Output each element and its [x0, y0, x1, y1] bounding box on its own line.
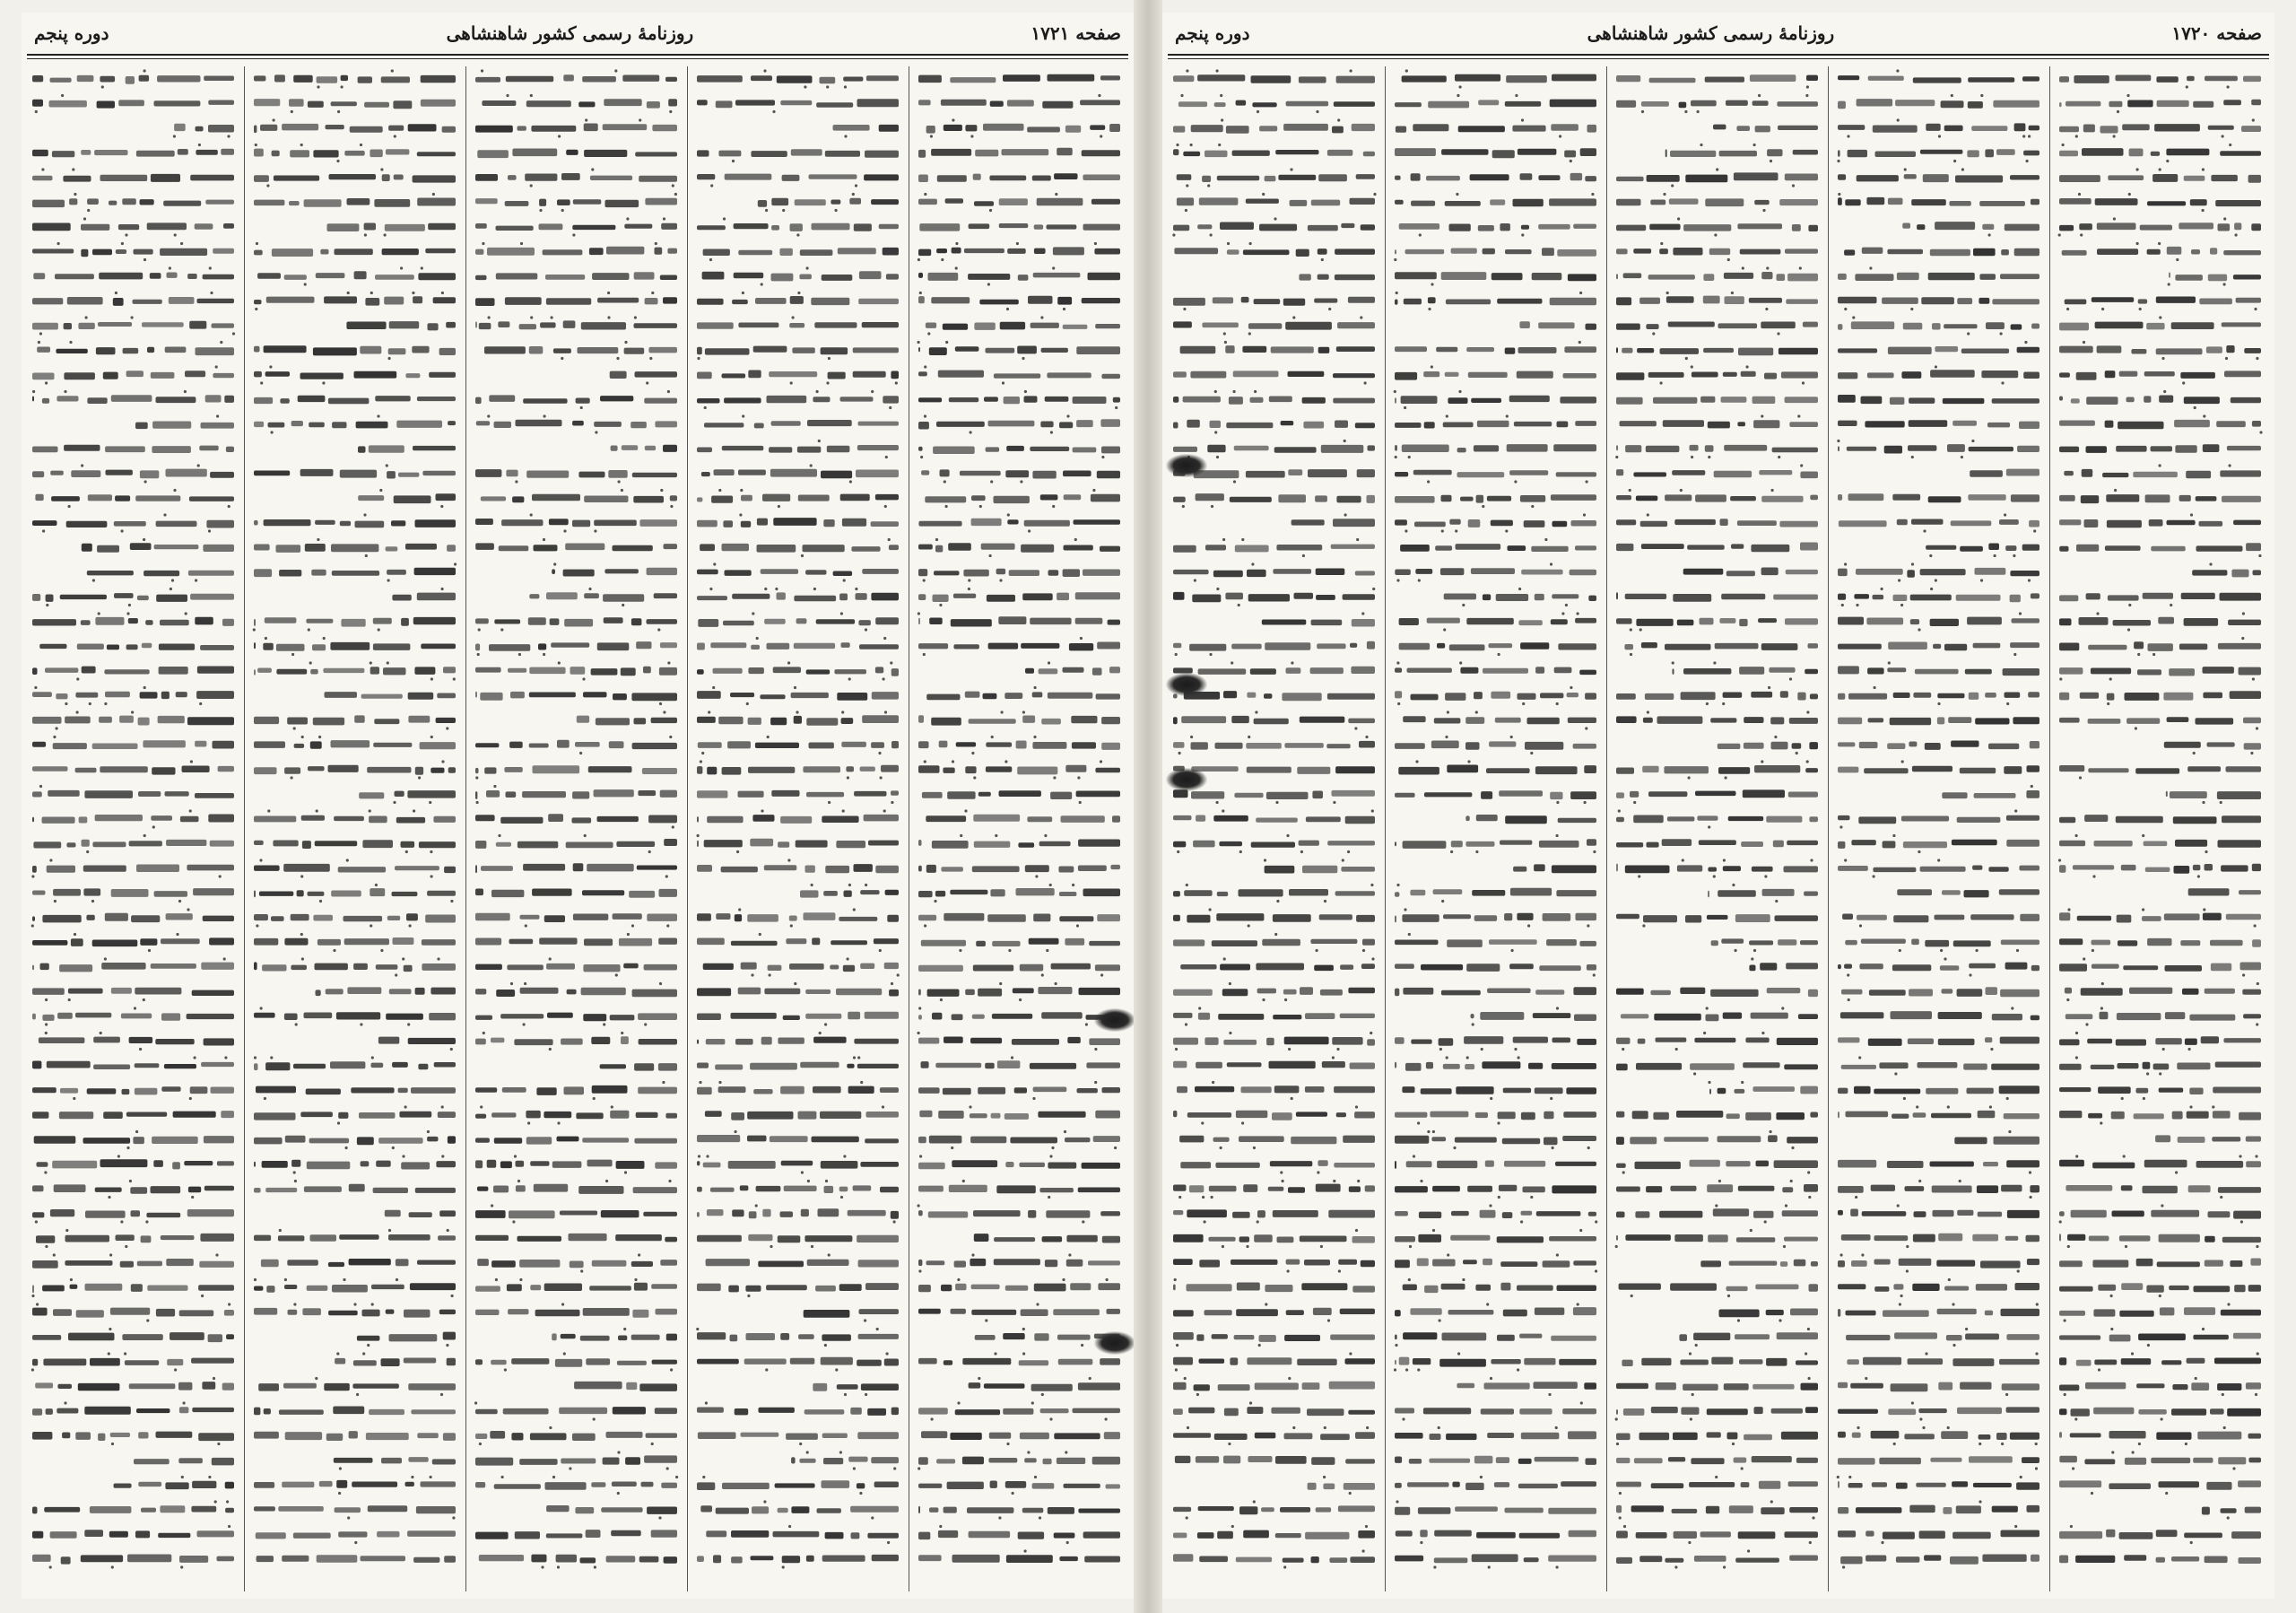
ink-smudge [1094, 1008, 1135, 1032]
left-page-volume: دوره پنجم [34, 22, 109, 44]
left-column-5 [915, 66, 1124, 1591]
left-column-1 [29, 66, 238, 1591]
right-column-1-text-lines [1170, 66, 1378, 1591]
left-column-divider [244, 66, 245, 1591]
left-page-number: صفحه ۱۷۲۱ [1031, 22, 1121, 44]
left-column-divider [687, 66, 688, 1591]
left-column-4-text-lines [693, 66, 902, 1591]
right-column-5 [2056, 66, 2265, 1591]
right-column-divider [2049, 66, 2050, 1591]
right-column-2 [1391, 66, 1600, 1591]
ink-smudge [1166, 768, 1207, 791]
right-page-header [1162, 13, 2274, 54]
right-header-rule-thin [1168, 58, 2269, 59]
left-column-2 [250, 66, 459, 1591]
right-column-2-text-lines [1391, 66, 1600, 1591]
right-column-4-text-lines [1834, 66, 2043, 1591]
right-column-divider [1828, 66, 1829, 1591]
left-page-masthead: روزنامهٔ رسمی کشور شاهنشاهی [446, 22, 694, 44]
left-column-3-text-lines [472, 66, 681, 1591]
right-column-5-text-lines [2056, 66, 2265, 1591]
left-column-5-text-lines [915, 66, 1124, 1591]
right-header-rule [1168, 54, 2269, 56]
ink-smudge [1166, 673, 1207, 696]
left-page [22, 13, 1134, 1599]
right-column-divider [1606, 66, 1607, 1591]
left-column-4 [693, 66, 902, 1591]
left-header-rule [27, 54, 1128, 56]
left-column-divider [465, 66, 466, 1591]
left-header-rule-thin [27, 58, 1128, 59]
right-page-number: صفحه ۱۷۲۰ [2171, 22, 2262, 44]
right-column-1 [1170, 66, 1378, 1591]
center-fold [1134, 0, 1162, 1613]
left-column-1-text-lines [29, 66, 238, 1591]
right-column-4 [1834, 66, 2043, 1591]
right-page [1162, 13, 2274, 1599]
left-column-2-text-lines [250, 66, 459, 1591]
right-page-volume: دوره پنجم [1175, 22, 1250, 44]
ink-smudge [1094, 1331, 1135, 1355]
right-column-3-text-lines [1613, 66, 1822, 1591]
left-page-header [22, 13, 1134, 54]
right-page-masthead: روزنامهٔ رسمی کشور شاهنشاهی [1587, 22, 1835, 44]
ink-smudge [1166, 454, 1207, 477]
left-column-3 [472, 66, 681, 1591]
right-column-divider [1385, 66, 1386, 1591]
right-column-3 [1613, 66, 1822, 1591]
